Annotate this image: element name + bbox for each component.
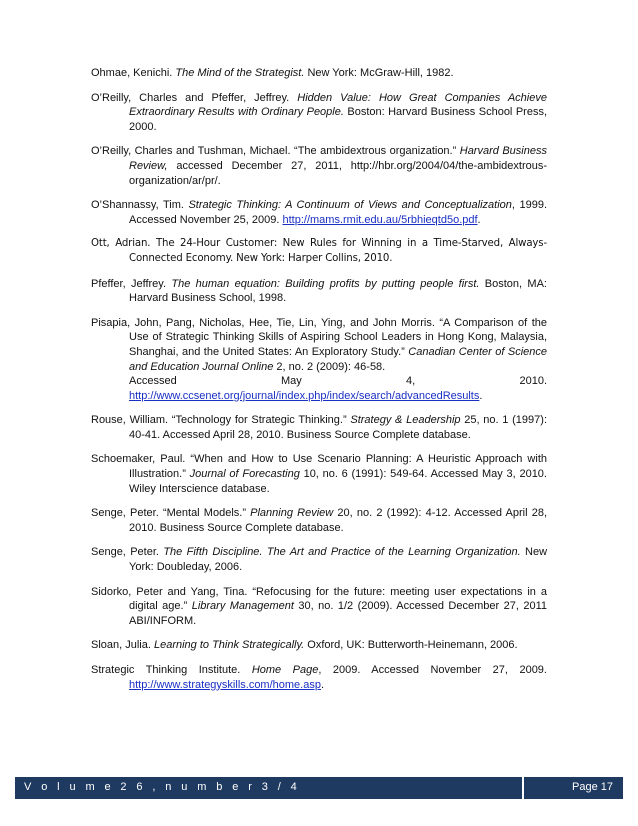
reference-text: O’Shannassy, Tim. [91,199,189,212]
reference-text: 30, no. 1/2 (2009). Accessed December 27, 2011 ABI/INFORM. [129,600,547,627]
reference-text: Oxford, UK: Butterworth-Heinemann, 2006. [304,639,518,652]
reference-entry [91,413,547,442]
reference-title: Planning Review [250,507,334,520]
reference-title: The Fifth Discipline. The Art and Practice of the Learning Organization. [163,546,521,559]
reference-entry [91,663,547,692]
reference-text: New York: McGraw-Hill, 1982. [304,67,454,79]
reference-entry [91,316,547,404]
reference-entry [91,585,547,629]
reference-text: Pfeffer, Jeffrey. [91,277,172,290]
page-footer [15,777,623,799]
reference-list [91,66,547,702]
accessed-word: 2010. [519,375,547,388]
reference-text: Senge, Peter. “Mental Models.” [91,507,251,520]
reference-text: , 1999. Accessed November 25, 2009. [129,199,547,226]
reference-title: The human equation: Building profits by putting people first. [171,277,480,290]
reference-title: Canadian Center of Science and Education Journal Online [129,345,548,373]
reference-title: Strategy & Leadership [350,414,461,427]
reference-title: Strategic Thinking: A Continuum of Views and Conceptualization [188,199,512,212]
reference-text: Boston: Harvard Business School Press, 2000. [129,106,547,133]
reference-text: Sloan, Julia. [91,639,154,652]
volume-label: V o l u m e 2 6 , n u m b e r 3 / 4 [24,781,301,793]
reference-entry [91,91,547,135]
reference-text: Rouse, William. “Technology for Strategic Thinking.” [91,414,351,427]
reference-link[interactable]: http://mams.rmit.edu.au/5rbhieqtd5o.pdf [282,213,478,226]
reference-entry [91,144,547,188]
reference-text: . [477,213,481,226]
reference-text: 25, no. 1 (1997): 40-41. Accessed April 28, 2010. Business Source Complete database. [129,414,547,441]
reference-text: O’Reilly, Charles and Tushman, Michael. “The ambidextrous organization.” [91,145,460,158]
reference-text: Senge, Peter. [91,546,164,559]
reference-title: Home Page [251,664,319,676]
reference-text: 2, no. 2 (2009): 46-58. [273,360,386,373]
accessed-line [129,374,547,389]
reference-text: , 2009. Accessed November 27, 2009. [318,664,547,676]
reference-title: Hidden Value: How Great Companies Achieve Extraordinary Results with Ordinary People. [129,91,547,119]
reference-text: Boston, MA: Harvard Business School, 1998. [129,277,547,305]
reference-title: Library Management [191,600,294,613]
reference-text: O’Reilly, Charles and Pfeffer, Jeffrey. [91,91,298,104]
reference-text: 10, no. 6 (1991): 549-64. Accessed May 3, 2010. Wiley Interscience database. [129,468,547,495]
reference-entry [91,198,547,227]
reference-title: Learning to Think Strategically. [153,639,305,652]
reference-entry [91,545,547,574]
reference-text: Ott, Adrian. The 24-Hour Customer: New Rules for Winning in a Time-Starved, Always-Connected Economy. New York: Harper Collins, 2010. [91,238,547,264]
reference-text: Ohmae, Kenichi. [91,67,176,79]
reference-tail [129,390,482,402]
reference-text: Sidorko, Peter and Yang, Tina. “Refocusing for the future: meeting user expectations in a digital age.” [91,585,547,613]
reference-text: accessed December 27, 2011, http://hbr.org/2004/04/the-ambidextrous-organization/ar/pr/. [129,159,547,187]
accessed-word: 4, [406,375,416,388]
reference-text: New York: Doubleday, 2006. [129,546,548,574]
accessed-word: Accessed [129,375,177,388]
footer-divider [522,777,524,799]
reference-entry [91,237,547,266]
reference-link[interactable]: http://www.ccsenet.org/journal/index.php/index/search/advancedResults [129,389,480,402]
reference-title: Journal of Forecasting [189,468,300,481]
reference-text: 20, no. 2 (1992): 4-12. Accessed April 28, 2010. Business Source Complete database. [129,507,547,534]
reference-text: . [320,678,325,691]
reference-text: Schoemaker, Paul. “When and How to Use Scenario Planning: A Heuristic Approach with Illustration.” [91,453,547,481]
reference-text: Pisapia, John, Pang, Nicholas, Hee, Tie, Lin, Ying, and John Morris. “A Comparison of the Use of Strategic Thinking Skills of Aspiring School Leaders in Hong Kong, Malaysia, Shanghai, and the United States: An Exploratory Study.” [91,316,547,358]
reference-entry [91,638,547,653]
page-number: Page 17 [572,781,613,793]
reference-link[interactable]: http://www.strategyskills.com/home.asp [129,678,321,691]
reference-text: . [479,389,483,402]
reference-title: Harvard Business Review, [129,145,547,172]
reference-entry [91,277,547,306]
reference-title: The Mind of the Strategist. [175,67,305,79]
reference-entry [91,506,547,535]
reference-entry [91,66,547,81]
accessed-word: May [280,375,302,388]
reference-text: Strategic Thinking Institute. [91,664,252,676]
reference-entry [91,452,547,496]
